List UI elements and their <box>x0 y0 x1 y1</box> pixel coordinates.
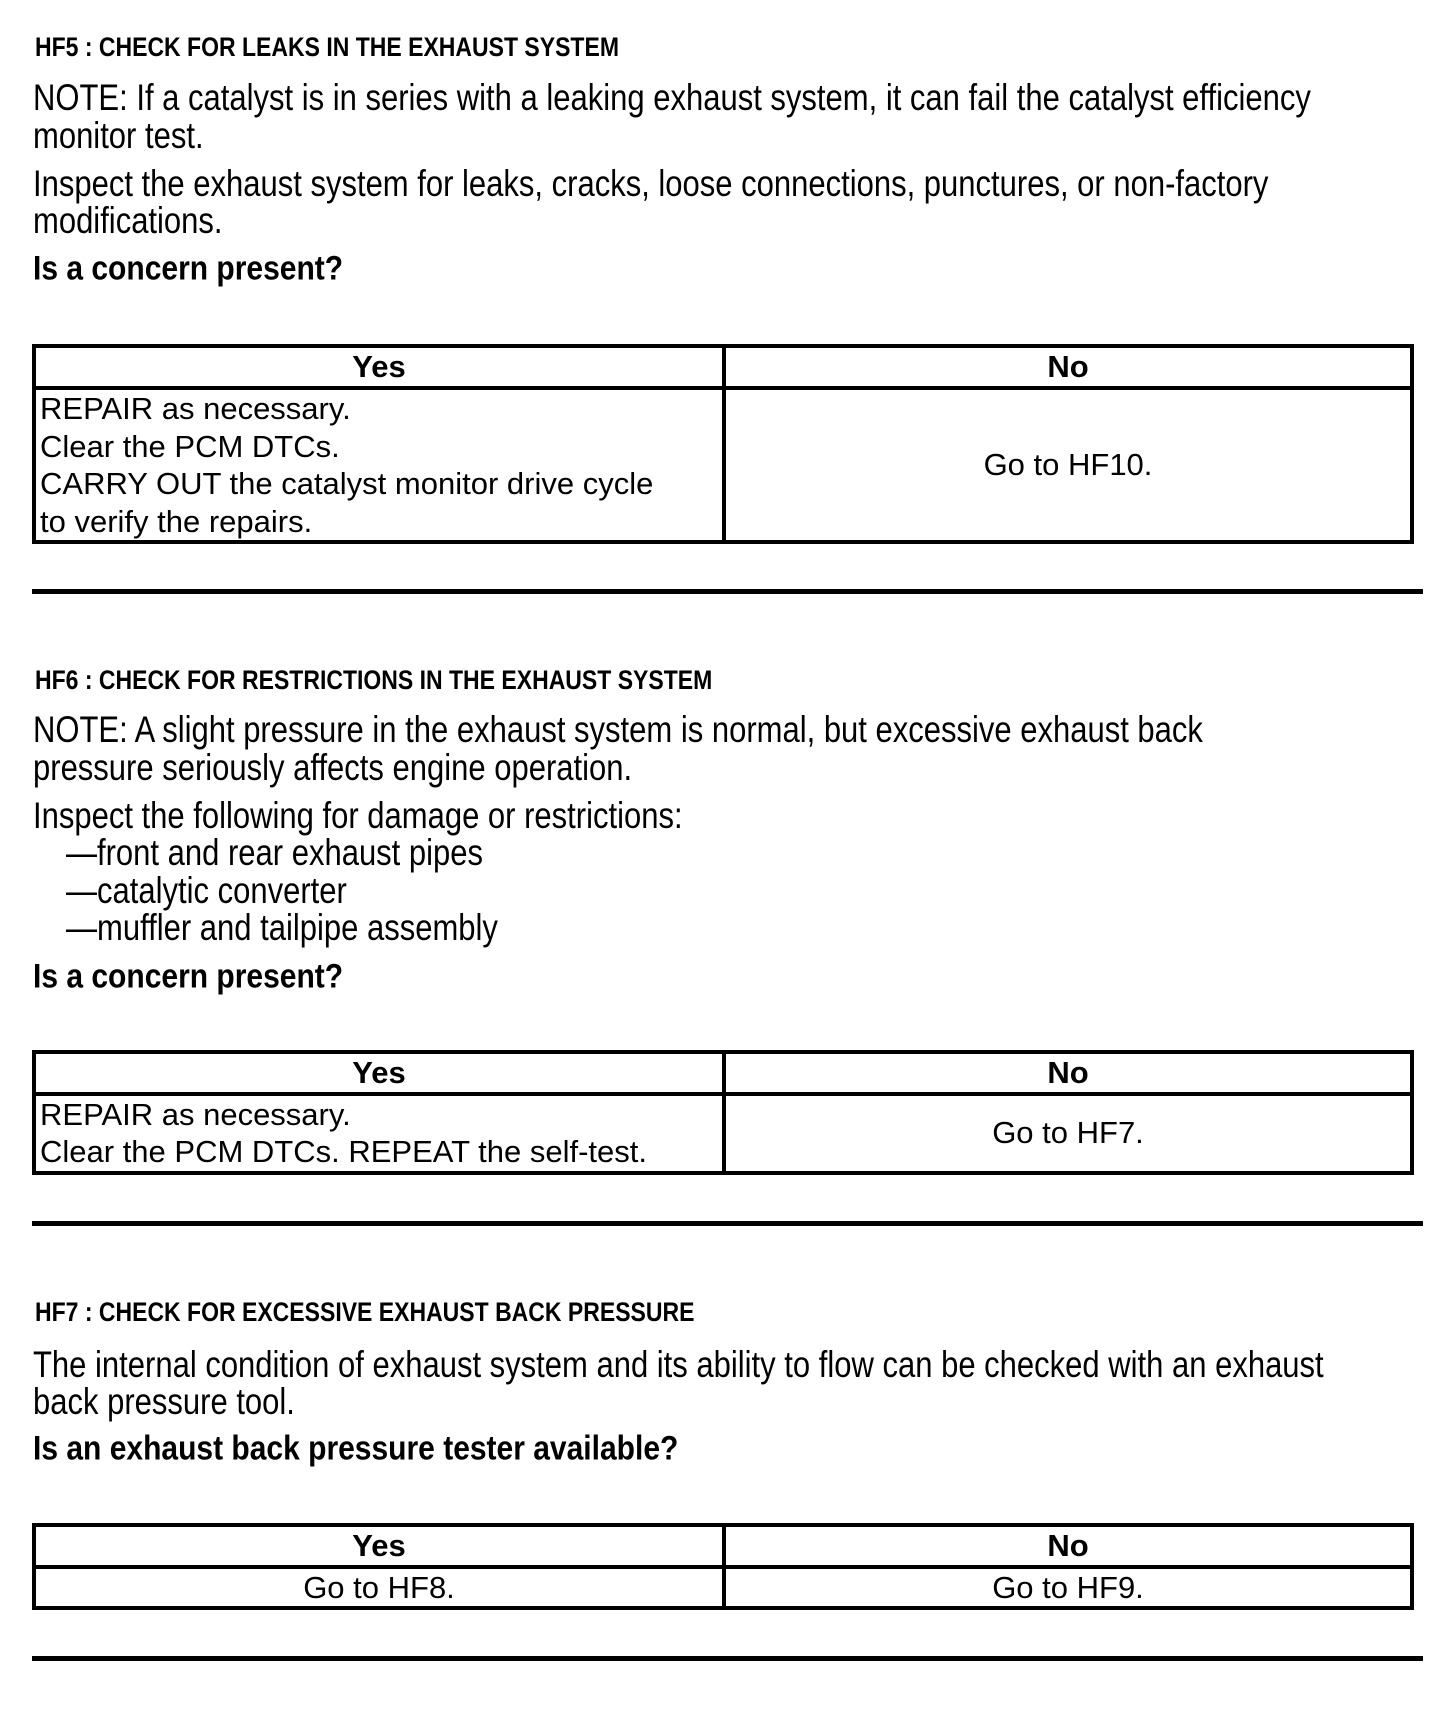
no-header: No <box>724 346 1412 388</box>
yes-action-cell <box>34 1094 724 1173</box>
no-action-cell: Go to HF7. <box>724 1094 1412 1173</box>
section-heading: HF5 : CHECK FOR LEAKS IN THE EXHAUST SYSTEM <box>35 32 619 62</box>
note-text: monitor test. <box>33 114 204 157</box>
yes-action-line: to verify the repairs. <box>40 503 313 539</box>
no-action-cell: Go to HF10. <box>724 388 1412 542</box>
yes-action-line: Clear the PCM DTCs. <box>40 428 340 464</box>
note-text: pressure seriously affects engine operation. <box>33 746 633 789</box>
yes-header: Yes <box>34 1052 724 1094</box>
yes-header: Yes <box>34 1525 724 1567</box>
note-text: NOTE: A slight pressure in the exhaust system is normal, but excessive exhaust back <box>33 708 1203 751</box>
list-item: —muffler and tailpipe assembly <box>66 906 498 949</box>
yes-no-table <box>32 1050 1414 1175</box>
yes-action-cell <box>34 388 724 542</box>
no-header: No <box>724 1525 1412 1567</box>
section-divider <box>32 1656 1423 1661</box>
question-text: Is a concern present? <box>33 957 344 996</box>
yes-action-line: CARRY OUT the catalyst monitor drive cycle <box>40 466 654 501</box>
section-divider <box>32 589 1423 594</box>
body-text: back pressure tool. <box>33 1380 295 1423</box>
list-item: —front and rear exhaust pipes <box>66 831 484 874</box>
section-heading: HF6 : CHECK FOR RESTRICTIONS IN THE EXHAUST SYSTEM <box>35 665 713 695</box>
no-action-cell: Go to HF9. <box>724 1567 1412 1609</box>
yes-action-line: REPAIR as necessary. <box>40 1096 351 1132</box>
question-text: Is a concern present? <box>33 249 344 288</box>
note-text: NOTE: If a catalyst is in series with a leaking exhaust system, it can fail the catalyst efficiency <box>33 76 1311 119</box>
yes-header: Yes <box>34 346 724 388</box>
yes-action-line: Clear the PCM DTCs. REPEAT the self-test. <box>40 1134 647 1169</box>
yes-no-table <box>32 344 1414 544</box>
instruction-text: Inspect the exhaust system for leaks, cracks, loose connections, punctures, or non-factory <box>33 162 1269 205</box>
section-divider <box>32 1221 1423 1226</box>
yes-no-table <box>32 1523 1414 1610</box>
yes-action-cell: Go to HF8. <box>34 1567 724 1609</box>
question-text: Is an exhaust back pressure tester available? <box>33 1429 679 1468</box>
list-item: —catalytic converter <box>66 869 347 912</box>
instruction-text: modifications. <box>33 199 223 242</box>
body-text: The internal condition of exhaust system and its ability to flow can be checked with an exhaust <box>33 1343 1324 1386</box>
yes-action-line: REPAIR as necessary. <box>40 391 351 426</box>
instruction-text: Inspect the following for damage or restrictions: <box>33 794 683 837</box>
no-header: No <box>724 1052 1412 1094</box>
section-heading: HF7 : CHECK FOR EXCESSIVE EXHAUST BACK PRESSURE <box>35 1297 695 1327</box>
